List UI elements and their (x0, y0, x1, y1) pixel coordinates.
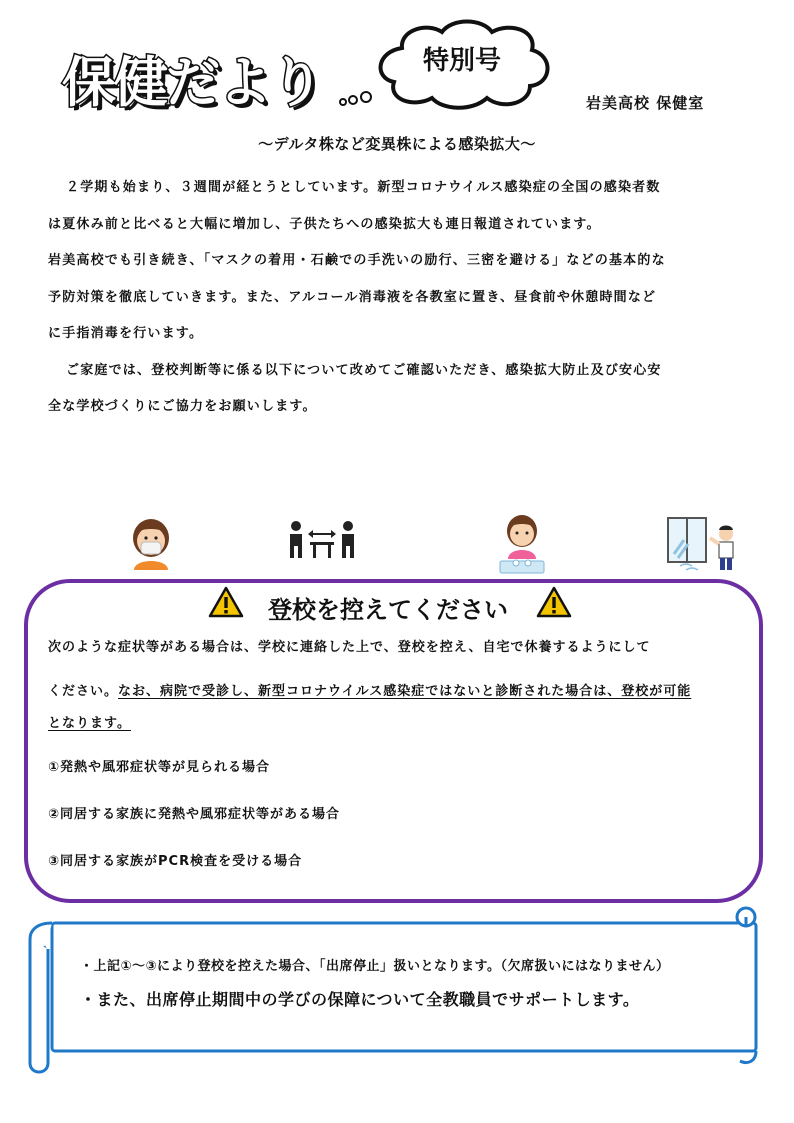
scroll-line: ・また、出席停止期間中の学びの保障について全教職員でサポートします。 (80, 990, 640, 1009)
notice-body (48, 633, 748, 739)
notice-heading: 登校を控えてください (268, 596, 508, 624)
social-distance-icon (286, 520, 358, 560)
window-ventilation-icon (666, 514, 742, 572)
intro-line: ご家庭では、登校判断等に係る以下について改めてご確認いただき、感染拡大防止及び安心安 (66, 362, 662, 378)
intro-line: 全な学校づくりにご協力をお願いします。 (48, 399, 317, 414)
handwashing-girl-icon (498, 513, 546, 575)
notice-line-plain: ください。 (48, 684, 119, 699)
notice-line (48, 675, 748, 709)
intro-line: は夏休み前と比べると大幅に増加し、子供たちへの感染拡大も連日報道されています。 (48, 216, 601, 232)
condition-item: ③同居する家族がPCR検査を受ける場合 (48, 854, 303, 869)
warning-icon (536, 586, 572, 618)
intro-text (48, 170, 748, 426)
subtitle: ～デルタ株など変異株による感染拡大～ (258, 135, 536, 153)
condition-item: ①発熱や風邪症状等が見られる場合 (48, 760, 271, 775)
condition-list (48, 756, 340, 897)
notice-line-underlined: となります。 (48, 716, 131, 731)
newsletter-title: 保健だより (62, 51, 322, 114)
intro-line: 岩美高校でも引き続き、「マスクの着用・石鹸での手洗いの励行、三密を避ける」などの基本的な (48, 253, 666, 268)
intro-line: に手指消毒を行います。 (48, 326, 204, 341)
warning-icon (208, 586, 244, 618)
school-name: 岩美高校 保健室 (586, 94, 705, 112)
intro-line: 予防対策を徹底していきます。また、アルコール消毒液を各教室に置き、昼食前や休憩時間など (48, 289, 657, 305)
notice-line-underlined: なお、病院で受診し、新型コロナウイルス感染症ではないと診断された場合は、登校が可能 (118, 684, 692, 699)
notice-line: 次のような症状等がある場合は、学校に連絡した上で、登校を控え、自宅で休養するようにして (48, 640, 651, 655)
notice-line (48, 709, 748, 739)
scroll-line: ・上記①～③により登校を控えた場合、「出席停止」扱いとなります。（欠席扱いにはなりません） (80, 959, 670, 974)
mask-girl-icon (128, 514, 174, 572)
condition-item: ②同居する家族に発熱や風邪症状等がある場合 (48, 807, 341, 822)
special-issue-label: 特別号 (422, 46, 501, 76)
scroll-text (80, 955, 669, 1010)
intro-line: ２学期も始まり、３週間が経とうとしています。新型コロナウイルス感染症の全国の感染者数 (66, 180, 661, 195)
